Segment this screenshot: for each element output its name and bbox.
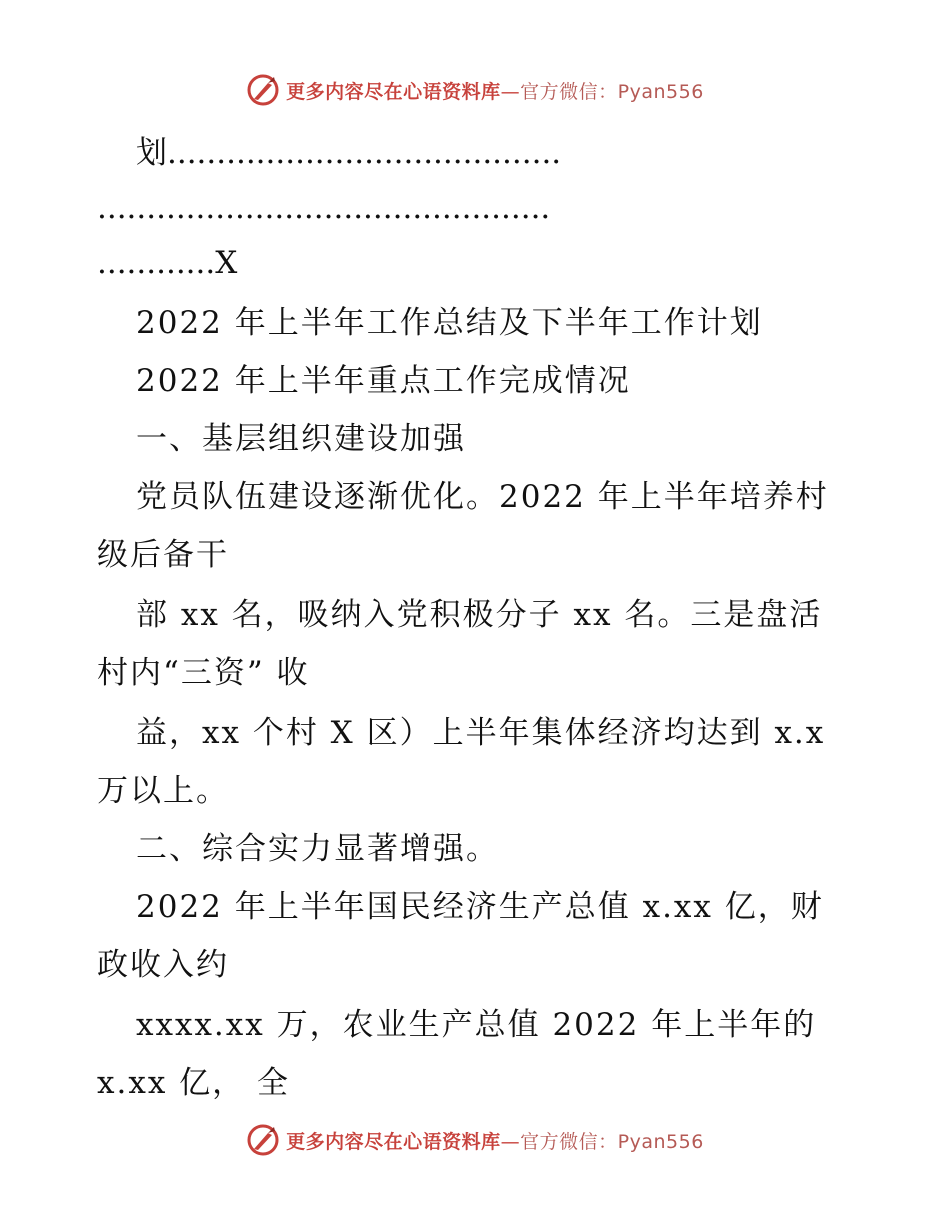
paragraph-line: 党员队伍建设逐渐优化。2022 年上半年培养村: [136, 479, 829, 515]
paragraph-line: 政收入约: [97, 947, 229, 983]
heading-1: 一、基层组织建设加强: [136, 421, 466, 457]
watermark-text: 更多内容尽在心语资料库—官方微信：Pyan556: [286, 1130, 704, 1153]
paragraph-line: 部 xx 名，吸纳入党积极分子 xx 名。三是盘活: [136, 597, 823, 633]
toc-line-2: ..............................................: [97, 190, 551, 226]
paragraph-line: x.xx 亿， 全: [97, 1065, 291, 1101]
document-title: 2022 年上半年工作总结及下半年工作计划: [136, 305, 763, 341]
quill-in-circle-icon: [246, 1123, 280, 1157]
paragraph-line: 级后备干: [97, 537, 229, 573]
paragraph-line: 益，xx 个村 X 区）上半年集体经济均达到 x.x: [136, 715, 826, 751]
paragraph-line: 万以上。: [97, 773, 229, 809]
toc-line-1: 划........................................: [136, 135, 562, 171]
paragraph-line: 村内“三资” 收: [97, 655, 310, 691]
toc-line-3: ............X: [97, 245, 238, 281]
watermark-text: 更多内容尽在心语资料库—官方微信：Pyan556: [286, 80, 704, 103]
footer-watermark: [0, 1120, 950, 1160]
section-title: 2022 年上半年重点工作完成情况: [136, 363, 631, 399]
heading-2: 二、综合实力显著增强。: [136, 831, 499, 867]
paragraph-line: xxxx.xx 万，农业生产总值 2022 年上半年的: [136, 1007, 817, 1043]
quill-in-circle-icon: [246, 73, 280, 107]
header-watermark: [0, 70, 950, 110]
paragraph-line: 2022 年上半年国民经济生产总值 x.xx 亿，财: [136, 889, 824, 925]
